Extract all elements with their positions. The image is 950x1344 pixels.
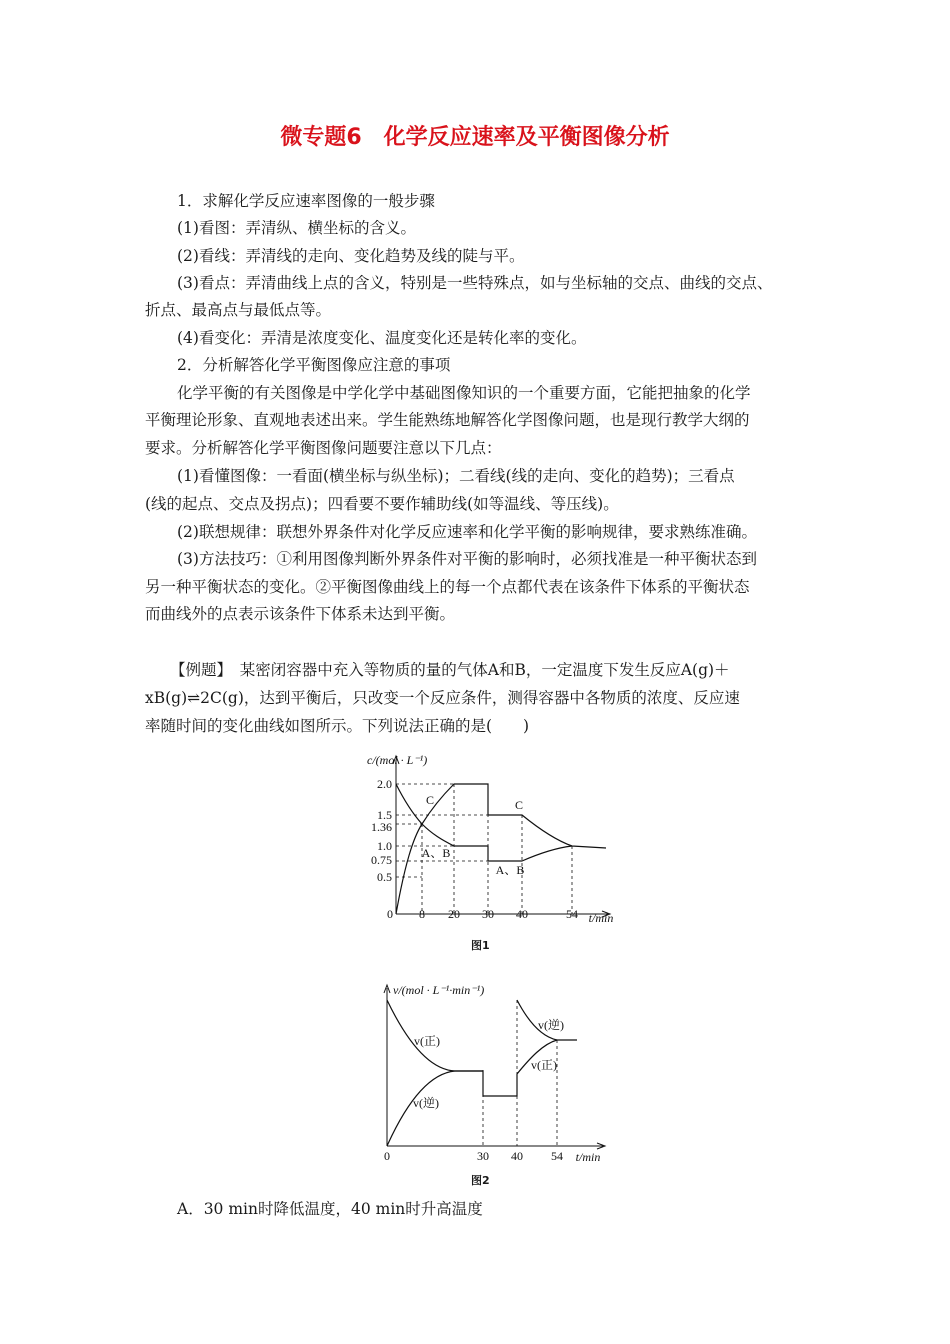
y-tick-label: 1.5 — [377, 808, 392, 822]
paragraph-line: 要求。分析解答化学平衡图像问题要注意以下几点： — [145, 439, 502, 457]
figure-1-concentration-chart — [350, 752, 630, 932]
x-tick-label: 20 — [448, 907, 460, 921]
y-tick-label: 1.0 — [377, 839, 392, 853]
point-1: (1)看懂图像：一看面(横坐标与纵坐标)；二看线(线的走向、变化的趋势)；三看点 — [177, 467, 735, 485]
step-3: (3)看点：弄清曲线上点的含义，特别是一些特殊点，如与坐标轴的交点、曲线的交点、 — [177, 274, 773, 292]
series-label-v-reverse: v(逆) — [413, 1096, 439, 1110]
series-label-ab: A、B — [421, 846, 451, 860]
series-v-forward-curve — [387, 1000, 577, 1096]
x-axis-label: t/min — [575, 1150, 601, 1164]
series-label-ab: A、B — [495, 863, 525, 877]
point-3-cont: 而曲线外的点表示该条件下体系未达到平衡。 — [145, 605, 456, 623]
x-tick-label: 30 — [482, 907, 494, 921]
x-tick-label: 8 — [419, 907, 425, 921]
step-2: (2)看线：弄清线的走向、变化趋势及线的陡与平。 — [177, 247, 525, 265]
section-1-heading: 1．求解化学反应速率图像的一般步骤 — [177, 192, 435, 210]
x-tick-label: 40 — [516, 907, 528, 921]
y-tick-label: 0.5 — [377, 870, 392, 884]
series-label-c: C — [514, 798, 524, 812]
step-1: (1)看图：弄清纵、横坐标的含义。 — [177, 219, 416, 237]
series-label-v-forward: v(正) — [531, 1058, 557, 1072]
point-3: (3)方法技巧：①利用图像判断外界条件对平衡的影响时，必须找准是一种平衡状态到 — [177, 550, 757, 568]
example-question-cont: 率随时间的变化曲线如图所示。下列说法正确的是( ) — [145, 717, 530, 735]
y-tick-label: 2.0 — [377, 777, 392, 791]
point-2: (2)联想规律：联想外界条件对化学反应速率和化学平衡的影响规律，要求熟练准确。 — [177, 523, 757, 541]
x-tick-label: 54 — [551, 1149, 563, 1163]
y-axis-label: c/(mol · L⁻¹) — [367, 753, 428, 767]
step-3-cont: 折点、最高点与最低点等。 — [145, 301, 332, 319]
series-v-reverse-curve — [387, 1000, 557, 1146]
step-4: (4)看变化：弄清是浓度变化、温度变化还是转化率的变化。 — [177, 329, 587, 347]
example-question: 【例题】 某密闭容器中充入等物质的量的气体A和B，一定温度下发生反应A(g)＋ — [170, 661, 730, 679]
x-tick-label: 30 — [477, 1149, 489, 1163]
figure-2-caption: 图2 — [471, 1174, 490, 1187]
series-label-c: C — [425, 793, 435, 807]
paragraph-line: 化学平衡的有关图像是中学化学中基础图像知识的一个重要方面，它能把抽象的化学 — [177, 384, 751, 402]
point-1-cont: (线的起点、交点及拐点)；四看要不要作辅助线(如等温线、等压线)。 — [145, 495, 619, 513]
origin-label: 0 — [387, 907, 393, 921]
origin-label: 0 — [384, 1149, 390, 1163]
page-title: 微专题6 化学反应速率及平衡图像分析 — [280, 125, 670, 150]
y-tick-label: 1.36 — [371, 820, 392, 834]
y-tick-label: 0.75 — [371, 853, 392, 867]
series-label-v-forward: v(正) — [414, 1034, 440, 1048]
x-axis-label: t/min — [588, 911, 614, 925]
x-tick-label: 40 — [511, 1149, 523, 1163]
point-3-cont: 另一种平衡状态的变化。②平衡图像曲线上的每一个点都代表在该条件下体系的平衡状态 — [145, 578, 750, 596]
figure-2-rate-chart — [355, 980, 625, 1168]
series-label-v-reverse: v(逆) — [538, 1018, 564, 1032]
x-tick-label: 54 — [566, 907, 578, 921]
example-question-cont: xB(g)⇌2C(g)，达到平衡后，只改变一个反应条件，测得容器中各物质的浓度、反应速 — [145, 689, 740, 707]
paragraph-line: 平衡理论形象、直观地表述出来。学生能熟练地解答化学图像问题，也是现行教学大纲的 — [145, 411, 750, 429]
figure-1-caption: 图1 — [471, 939, 490, 952]
option-a: A．30 min时降低温度，40 min时升高温度 — [177, 1200, 483, 1218]
section-2-heading: 2．分析解答化学平衡图像应注意的事项 — [177, 356, 451, 374]
y-axis-label: v/(mol · L⁻¹·min⁻¹) — [393, 983, 485, 997]
